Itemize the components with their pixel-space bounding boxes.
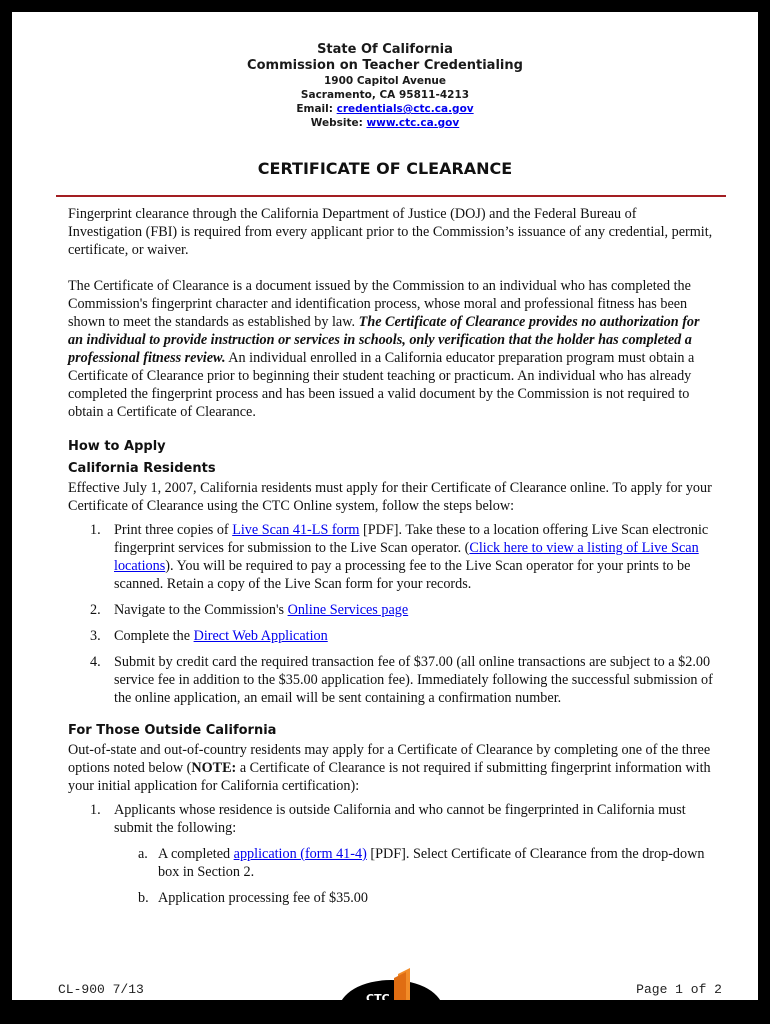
email-link[interactable]: credentials@ctc.ca.gov [336,103,474,115]
intro-paragraph: Fingerprint clearance through the California Department of Justice (DOJ) and the Federal Bureau of Investigation (FBI) is required from every applicant prior to the Commission’s issuance of any credential, permit, certificate, or waiver. [68,206,713,258]
list-item [68,845,714,881]
california-residents-heading: California Residents [68,461,216,476]
list-item [68,521,714,593]
substep-letter: b. [138,890,149,906]
live-scan-locations-link[interactable]: Click here to view a listing of Live Scan locations [114,540,699,574]
email-label: Email: [296,103,337,115]
substep-text: Application processing fee of $35.00 [158,890,368,906]
state-name: State Of California [317,42,453,57]
website-label: Website: [310,117,367,129]
outside-steps-list [68,801,714,837]
step-number: 4. [90,654,101,670]
clearance-emphasis: The Certificate of Clearance provides no authorization for an individual to provide instruction or services in schools, only verification that the holder has completed a professional fitness review. [68,314,700,366]
direct-web-application-link[interactable]: Direct Web Application [193,628,328,644]
clearance-paragraph [68,277,714,421]
outside-intro-text: a Certificate of Clearance is not required if submitting fingerprint information with your initial application for California certification): [68,760,711,794]
form-code: CL-900 7/13 [58,982,144,997]
website-link[interactable]: www.ctc.ca.gov [366,117,460,129]
step-text: Print three copies of [114,522,233,538]
california-intro: Effective July 1, 2007, California residents must apply for their Certificate of Clearance online. To apply for your Certificate of Clearance using the CTC Online system, follow the steps below: [68,480,712,514]
list-item [68,627,714,645]
step-number: 1. [90,802,101,818]
substep-text: [PDF]. Select Certificate of Clearance from the drop-down box in Section 2. [158,846,705,880]
online-services-link[interactable]: Online Services page [287,602,409,618]
step-number: 1. [90,522,101,538]
substep-letter: a. [138,846,148,862]
list-item [68,601,714,619]
step-number: 2. [90,602,101,618]
ctc-logo-icon [336,966,446,1005]
list-item [68,889,714,907]
document-title: CERTIFICATE OF CLEARANCE [257,159,513,178]
substep-text: A completed [158,846,234,862]
note-label: NOTE: [191,760,237,776]
clearance-text-a: The Certificate of Clearance is a document issued by the Commission to an individual who has completed the Commission's fingerprint character and identification process, whose moral and professional fitness has been shown to meet the standards as established by law. [68,278,691,330]
list-item [68,801,714,837]
step-text: Navigate to the Commission's [114,602,288,618]
step-text: Applicants whose residence is outside California and who cannot be fingerprinted in California must submit the following: [114,802,686,836]
outside-substeps-list [68,845,714,907]
city-address: Sacramento, CA 95811-4213 [300,89,470,101]
website-line [12,116,758,130]
outside-california-heading: For Those Outside California [68,723,277,738]
step-number: 3. [90,628,101,644]
street-address: 1900 Capitol Avenue [323,75,447,87]
clearance-text-c: An individual enrolled in a California educator preparation program must obtain a Certificate of Clearance prior to beginning their student teaching or practicum. An individual who has already completed the fingerprint process and has been issued a valid document by the Commission is not required to obtain a Certificate of Clearance. [68,350,695,420]
letterhead [12,42,758,130]
step-text: ). You will be required to pay a processing fee to the Live Scan operator for your prints to be scanned. Retain a copy of the Live Scan form for your records. [114,558,691,592]
california-steps-list [68,521,714,707]
document-page [12,12,758,1005]
email-line [12,102,758,116]
list-item [68,653,714,707]
page-number: Page 1 of 2 [636,982,722,997]
document-body [68,205,714,915]
outside-intro [68,741,714,795]
step-text: [PDF]. Take these to a location offering Live Scan electronic fingerprint services for submission to the Live Scan operator. ( [114,522,709,556]
how-to-apply-heading: How to Apply [68,439,166,454]
application-form-link[interactable]: application (form 41-4) [233,846,367,862]
outside-intro-text: Out-of-state and out-of-country residents may apply for a Certificate of Clearance by completing one of the three options noted below ( [68,742,711,776]
step-text: Complete the [114,628,194,644]
live-scan-form-link[interactable]: Live Scan 41-LS form [232,522,360,538]
logo-text: CTC [366,992,390,1005]
commission-name: Commission on Teacher Credentialing [247,58,523,73]
title-divider [56,195,726,197]
step-text: Submit by credit card the required transaction fee of $37.00 (all online transactions are subject to a $2.00 service fee in addition to the $35.00 application fee). Immediately following the successful submission of the online application, an email will be sent containing a confirmation number. [114,654,713,706]
